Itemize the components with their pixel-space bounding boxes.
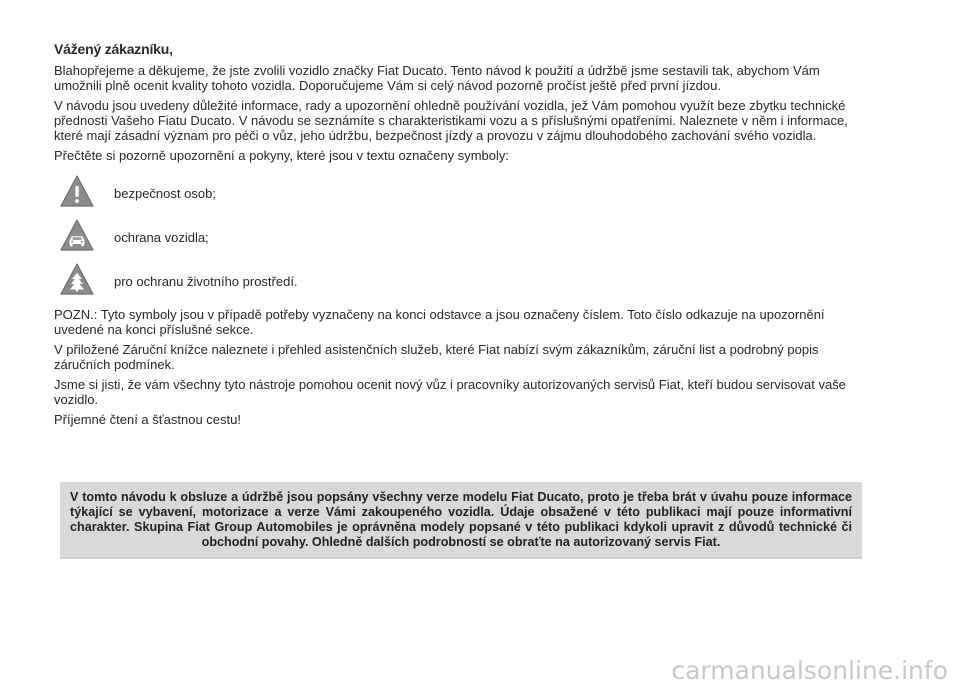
tree-warning-icon bbox=[60, 263, 94, 297]
symbol-label-person-safety: bezpečnost osob; bbox=[114, 185, 216, 201]
symbol-row-vehicle-protection bbox=[54, 218, 854, 254]
site-watermark: carmanualsonline.info bbox=[671, 656, 948, 685]
car-warning-icon bbox=[60, 219, 94, 253]
closing-greeting: Příjemné čtení a šťastnou cestu! bbox=[54, 412, 241, 427]
page-title: Vážený zákazníku, bbox=[54, 41, 173, 57]
symbol-label-vehicle-protection: ochrana vozidla; bbox=[114, 229, 209, 245]
warranty-paragraph: V přiložené Záruční knížce naleznete i přehled asistenčních služeb, které Fiat nabízí svým zákazníkům, záruční list a podrobný popis záručních podmínek. bbox=[54, 342, 819, 372]
symbol-row-person-safety bbox=[54, 174, 854, 210]
intro-paragraph-2: V návodu jsou uvedeny důležité informace, rady a upozornění ohledně používání vozidla, jež Vám pomohou využít beze zbytku technické přednosti Vašeho Fiatu Ducato. V návodu se seznámíte s charakteristikami vozu a s příslušnými opatřeními. Naleznete v něm i informace, které mají zásadní význam pro péči o vůz, jeho údržbu, bezpečnost jízdy a provozu v zájmu dlouhodobého zachování svého vozidla. bbox=[54, 98, 848, 143]
intro-paragraph-1: Blahopřejeme a děkujeme, že jste zvolili vozidlo značky Fiat Ducato. Tento návod k použití a údržbě jsme sestavili tak, abychom Vám umožnili plně ocenit kvality tohoto vozidla. Doporučujeme Vám si celý návod pozorně pročíst ještě před první jízdou. bbox=[54, 63, 820, 93]
intro-paragraph-3: Přečtěte si pozorně upozornění a pokyny, které jsou v textu označeny symboly: bbox=[54, 148, 509, 163]
note-paragraph: POZN.: Tyto symboly jsou v případě potřeby vyznačeny na konci odstavce a jsou označeny číslem. Toto číslo odkazuje na upozornění uvedené na konci příslušné sekce. bbox=[54, 307, 825, 337]
person-warning-icon bbox=[60, 175, 94, 209]
symbol-legend bbox=[54, 174, 854, 298]
service-paragraph: Jsme si jisti, že vám všechny tyto nástroje pomohou ocenit nový vůz i pracovníky autorizovaných servisů Fiat, kteří budou servisovat vaše vozidlo. bbox=[54, 377, 846, 407]
document-page bbox=[54, 42, 854, 432]
version-notice-box: V tomto návodu k obsluze a údržbě jsou popsány všechny verze modelu Fiat Ducato, proto je třeba brát v úvahu pouze informace týkající se vybavení, motorizace a verze Vámi zakoupeného vozidla. Údaje obsažené v této publikaci mají pouze informativní charakter. Skupina Fiat Group Automobiles je oprávněna modely popsané v této publikaci kdykoli upravit z důvodů technické či obchodní povahy. Ohledně dalších podrobností se obraťte na autorizovaný servis Fiat. bbox=[60, 482, 862, 559]
symbol-label-environment: pro ochranu životního prostředí. bbox=[114, 273, 298, 289]
symbol-row-environment bbox=[54, 262, 854, 298]
